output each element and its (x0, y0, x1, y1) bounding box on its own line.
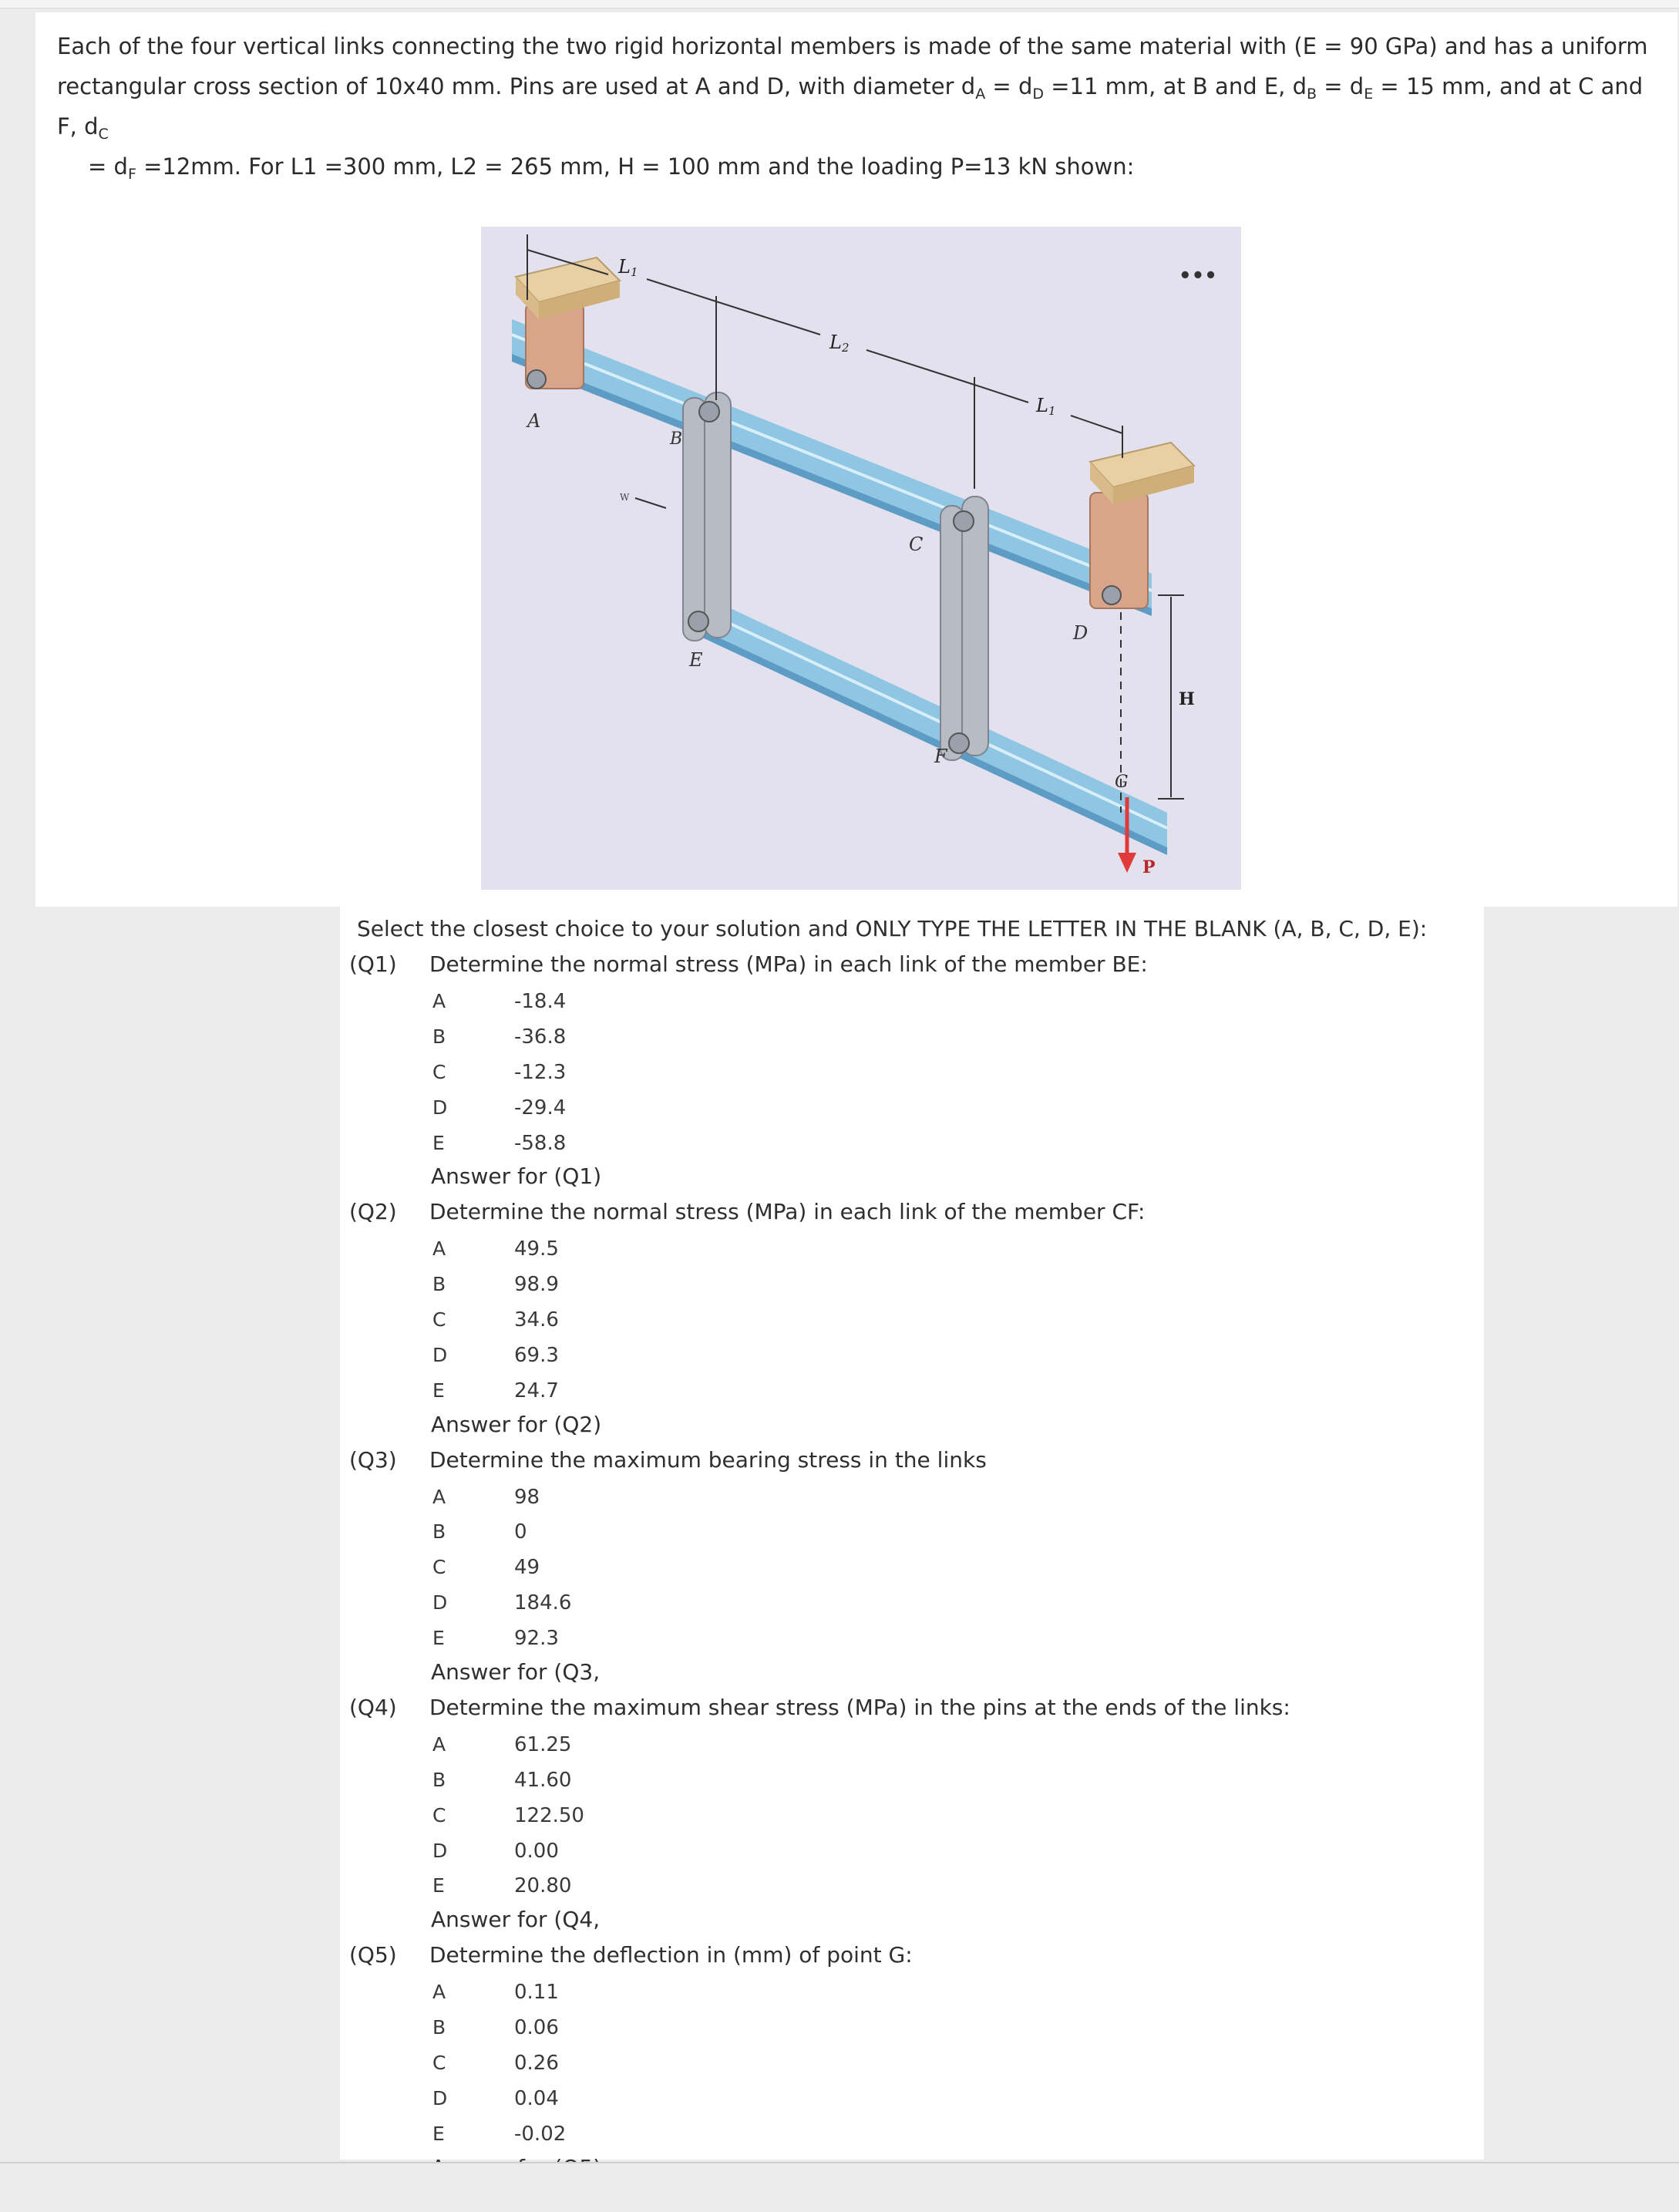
question-text: Determine the maximum bearing stress in the links (429, 1446, 987, 1473)
label-h: H (1179, 689, 1195, 709)
label-p: P (1142, 857, 1156, 877)
option-letter: A (432, 1237, 446, 1261)
option-value: 0.04 (514, 2086, 559, 2110)
problem-statement-card (35, 12, 1677, 907)
mechanism-drawing (481, 227, 1241, 890)
option-letter: E (432, 1131, 445, 1154)
pin-e-icon (688, 611, 708, 631)
option-letter: D (432, 1096, 448, 1119)
option-value: 92.3 (514, 1627, 559, 1651)
option-value: 49.5 (514, 1237, 559, 1261)
option-letter: A (432, 1485, 446, 1508)
subscript-b: B (1307, 86, 1317, 103)
option-letter: B (432, 1768, 446, 1791)
question-number: (Q2) (349, 1199, 397, 1225)
label-c: C (909, 534, 924, 555)
option-letter: D (432, 1591, 448, 1614)
option-letter: A (432, 1981, 446, 2004)
label-f: F (934, 746, 947, 767)
instructions-text: Select the closest choice to your solution and ONLY TYPE THE LETTER IN THE BLANK (A, B, C, D, E): (357, 916, 1428, 941)
option-letter: D (432, 1343, 448, 1366)
subscript-c: C (98, 126, 109, 143)
label-e: E (689, 649, 703, 671)
option-value: -58.8 (514, 1131, 567, 1155)
pin-f-icon (949, 733, 969, 753)
option-letter: B (432, 1520, 446, 1544)
more-options-icon[interactable]: ••• (1179, 264, 1217, 288)
link-be-back (683, 398, 706, 641)
option-letter: A (432, 989, 446, 1012)
link-be-front (705, 392, 731, 638)
problem-line-2-part: = 15 mm, and at C and (1373, 73, 1644, 99)
label-l2-letter: L (829, 332, 842, 353)
option-value: 0 (514, 1520, 527, 1544)
label-l1-subscript: 1 (630, 265, 638, 279)
option-letter: E (432, 2122, 445, 2145)
option-value: 98.9 (514, 1273, 559, 1297)
option-letter: B (432, 1025, 446, 1048)
option-letter: C (432, 1060, 446, 1083)
subscript-e: E (1364, 86, 1374, 103)
question-number: (Q1) (349, 951, 397, 977)
option-value: -0.02 (514, 2122, 567, 2146)
label-l1-letter: L (618, 256, 631, 278)
pin-c-icon (954, 511, 974, 531)
question-text: Determine the deflection in (mm) of point G: (429, 1942, 913, 1968)
option-value: 98 (514, 1485, 540, 1509)
pin-a-icon (527, 370, 546, 389)
option-letter: E (432, 1874, 445, 1897)
option-value: 0.11 (514, 1981, 559, 2005)
option-letter: C (432, 1308, 446, 1331)
option-letter: E (432, 1379, 445, 1402)
option-value: -29.4 (514, 1096, 567, 1119)
mechanism-figure (481, 227, 1241, 890)
option-value: 24.7 (514, 1379, 559, 1402)
questions-card (340, 907, 1484, 2160)
option-value: 34.6 (514, 1308, 559, 1332)
subscript-f: F (127, 166, 136, 183)
option-letter: C (432, 1556, 446, 1579)
label-l2-subscript: 2 (841, 341, 850, 355)
label-g: G (1115, 773, 1129, 792)
option-value: 41.60 (514, 1768, 572, 1792)
question-text: Determine the normal stress (MPa) in each link of the member BE: (429, 951, 1148, 977)
label-a: A (527, 410, 541, 432)
problem-line-1: Each of the four vertical links connecting the two rigid horizontal members is made of the same material with (E = 90 GPa) and has a uniform (57, 33, 1648, 59)
problem-line-2-part: =11 mm, at B and E, d (1044, 73, 1307, 99)
answer-label[interactable]: Answer for (Q2) (431, 1411, 602, 1437)
problem-line-2-part: = d (985, 73, 1033, 99)
option-value: -36.8 (514, 1025, 567, 1049)
pin-d-icon (1102, 586, 1121, 604)
question-text: Determine the normal stress (MPa) in each link of the member CF: (429, 1199, 1146, 1225)
problem-line-2 (57, 66, 1643, 114)
problem-line-4-part: = d (88, 153, 128, 180)
link-cf-front (962, 497, 988, 756)
option-value: 69.3 (514, 1343, 559, 1367)
problem-line-2-part: = d (1317, 73, 1364, 99)
option-letter: E (432, 1627, 445, 1650)
label-b: B (670, 429, 683, 449)
link-cf-back (940, 506, 964, 760)
problem-line-3-part: F, d (57, 113, 99, 140)
answer-label[interactable]: Answer for (Q3, (431, 1659, 601, 1685)
option-value: -12.3 (514, 1060, 567, 1084)
option-letter: D (432, 1839, 448, 1862)
option-letter: B (432, 1273, 446, 1296)
label-l1-right-subscript: 1 (1048, 404, 1056, 418)
option-value: 61.25 (514, 1732, 572, 1756)
option-letter: C (432, 1803, 446, 1826)
problem-line-4-part: =12mm. For L1 =300 mm, L2 = 265 mm, H = 100 mm and the loading P=13 kN shown: (136, 153, 1135, 180)
problem-line-4 (88, 146, 1134, 194)
answer-label[interactable]: Answer for (Q4, (431, 1907, 601, 1933)
question-number: (Q5) (349, 1942, 397, 1968)
option-value: 0.00 (514, 1839, 559, 1863)
option-value: 184.6 (514, 1591, 572, 1615)
option-value: 0.06 (514, 2016, 559, 2039)
label-w: W (620, 492, 630, 503)
top-bar (0, 0, 1679, 8)
question-number: (Q4) (349, 1694, 397, 1720)
bottom-bar (0, 2162, 1679, 2212)
subscript-d: D (1032, 86, 1044, 103)
option-letter: C (432, 2051, 446, 2074)
option-value: 0.26 (514, 2051, 559, 2075)
question-text: Determine the maximum shear stress (MPa) in the pins at the ends of the links: (429, 1694, 1290, 1720)
answer-label[interactable]: Answer for (Q1) (431, 1163, 602, 1190)
option-value: 122.50 (514, 1803, 584, 1827)
option-letter: A (432, 1732, 446, 1756)
problem-line-2-part: rectangular cross section of 10x40 mm. Pins are used at A and D, with diameter d (57, 73, 976, 99)
question-number: (Q3) (349, 1446, 397, 1473)
option-value: -18.4 (514, 989, 567, 1013)
label-d: D (1073, 622, 1088, 644)
subscript-a: A (975, 86, 986, 103)
label-l1-right-letter: L (1036, 395, 1048, 416)
option-value: 20.80 (514, 1874, 572, 1898)
option-letter: D (432, 2086, 448, 2109)
pin-b-icon (699, 402, 719, 422)
option-letter: B (432, 2016, 446, 2039)
option-value: 49 (514, 1556, 540, 1580)
